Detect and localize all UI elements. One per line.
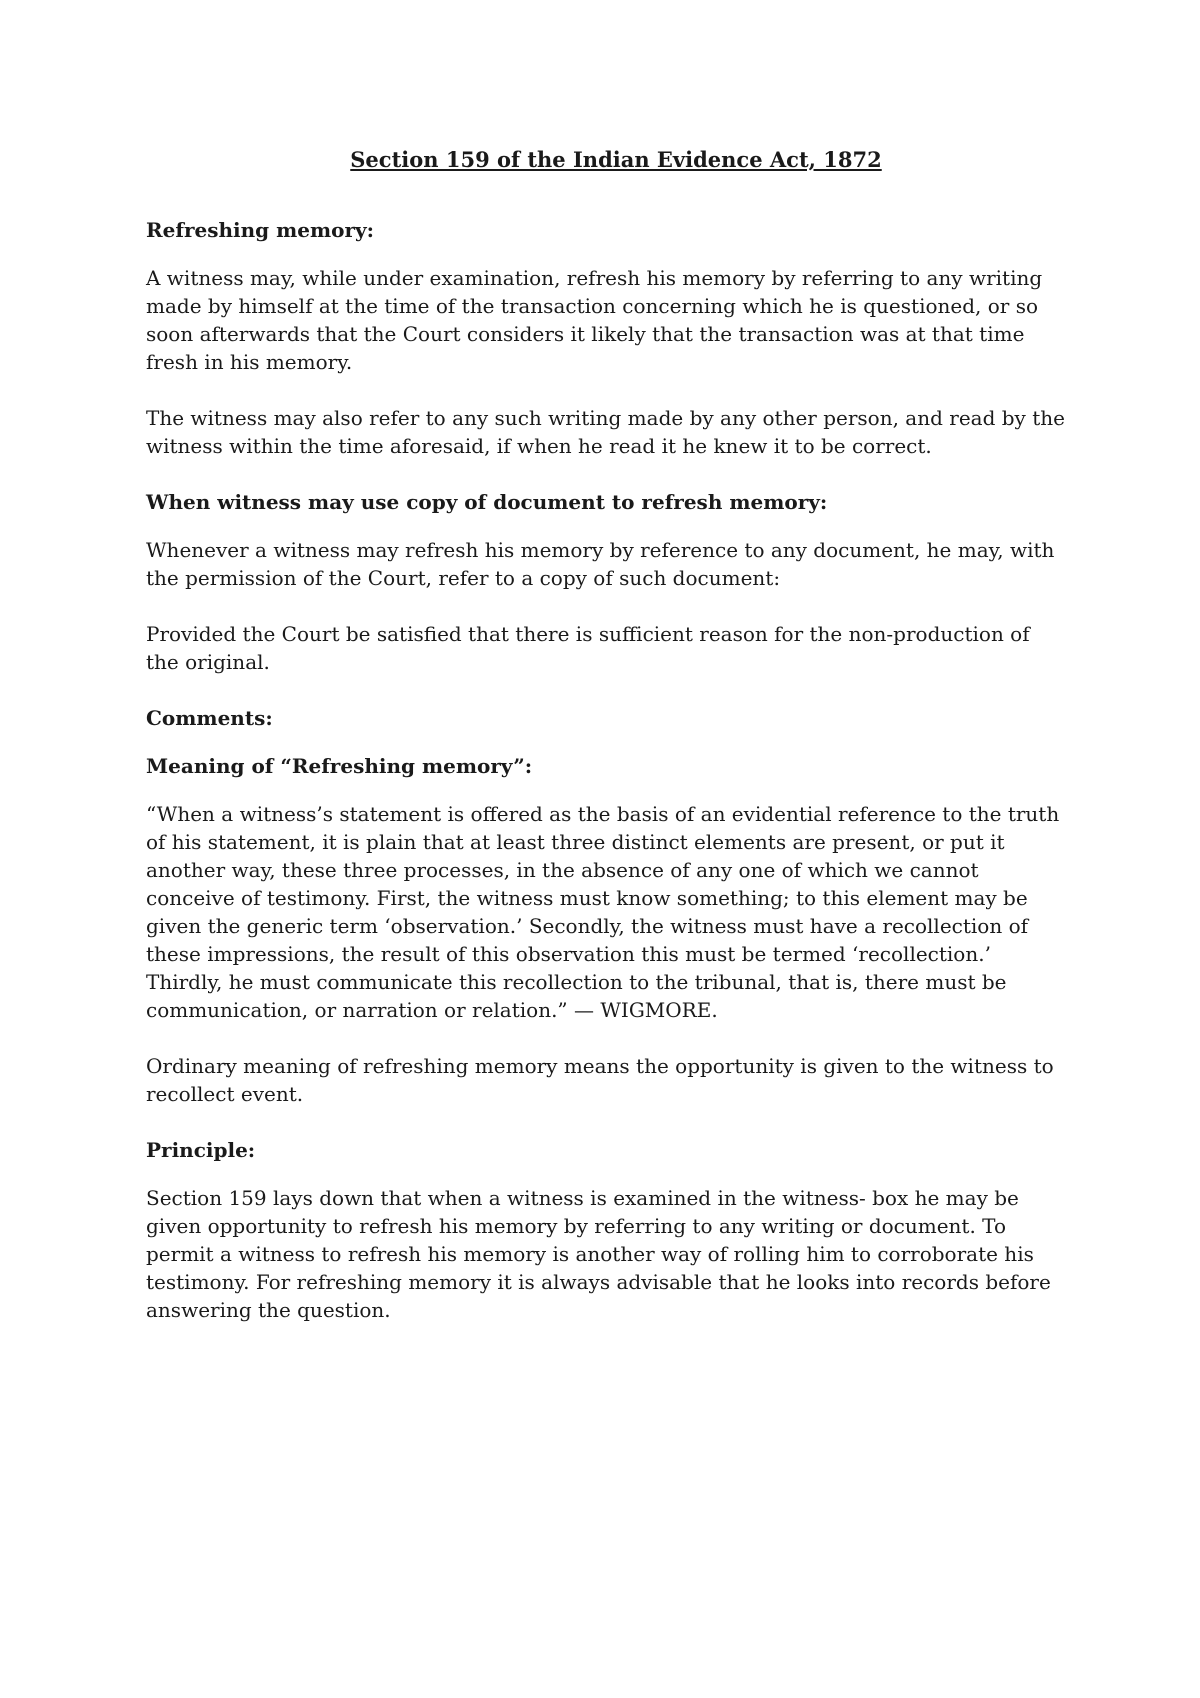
paragraph-refreshing-memory-2: The witness may also refer to any such writing made by any other person, and read by the witness within the time aforesaid, if when he read it he knew it to be correct. — [146, 406, 1065, 458]
section-heading-principle: Principle: — [146, 1138, 256, 1162]
paragraph-copy-of-document-1: Whenever a witness may refresh his memory by reference to any document, he may, with the permission of the Court, refer to a copy of such document: — [146, 538, 1055, 590]
document-body — [146, 146, 1066, 1352]
paragraph-principle: Section 159 lays down that when a witness is examined in the witness- box he may be given opportunity to refresh his memory by referring to any writing or document. To permit a witness to refresh his memory is another way of rolling him to corroborate his testimony. For refreshing memory it is always advisable that he looks into records before answering the question. — [146, 1186, 1051, 1322]
paragraph-meaning-ordinary: Ordinary meaning of refreshing memory means the opportunity is given to the witness to recollect event. — [146, 1054, 1054, 1106]
section-heading-refreshing-memory: Refreshing memory: — [146, 218, 375, 242]
document-title: Section 159 of the Indian Evidence Act, 1872 — [350, 147, 882, 172]
paragraph-meaning-quote: “When a witness’s statement is offered as the basis of an evidential reference to the truth of his statement, it is plain that at least three distinct elements are present, or put it another way, these three processes, in the absence of any one of which we cannot conceive of testimony. First, the witness must know something; to this element may be given the generic term ‘observation.’ Secondly, the witness must have a recollection of these impressions, the result of this observation this must be termed ‘recollection.’ Thirdly, he must communicate this recollection to the tribunal, that is, there must be communication, or narration or relation.” — WIGMORE. — [146, 802, 1060, 1022]
paragraph-refreshing-memory-1: A witness may, while under examination, refresh his memory by referring to any writing made by himself at the time of the transaction concerning which he is questioned, or so soon afterwards that the Court considers it likely that the transaction was at that time fresh in his memory. — [146, 266, 1043, 374]
section-heading-copy-of-document: When witness may use copy of document to refresh memory: — [146, 490, 828, 514]
section-heading-meaning: Meaning of “Refreshing memory”: — [146, 754, 533, 778]
paragraph-copy-of-document-2: Provided the Court be satisfied that there is sufficient reason for the non-production of the original. — [146, 622, 1030, 674]
section-heading-comments: Comments: — [146, 706, 273, 730]
